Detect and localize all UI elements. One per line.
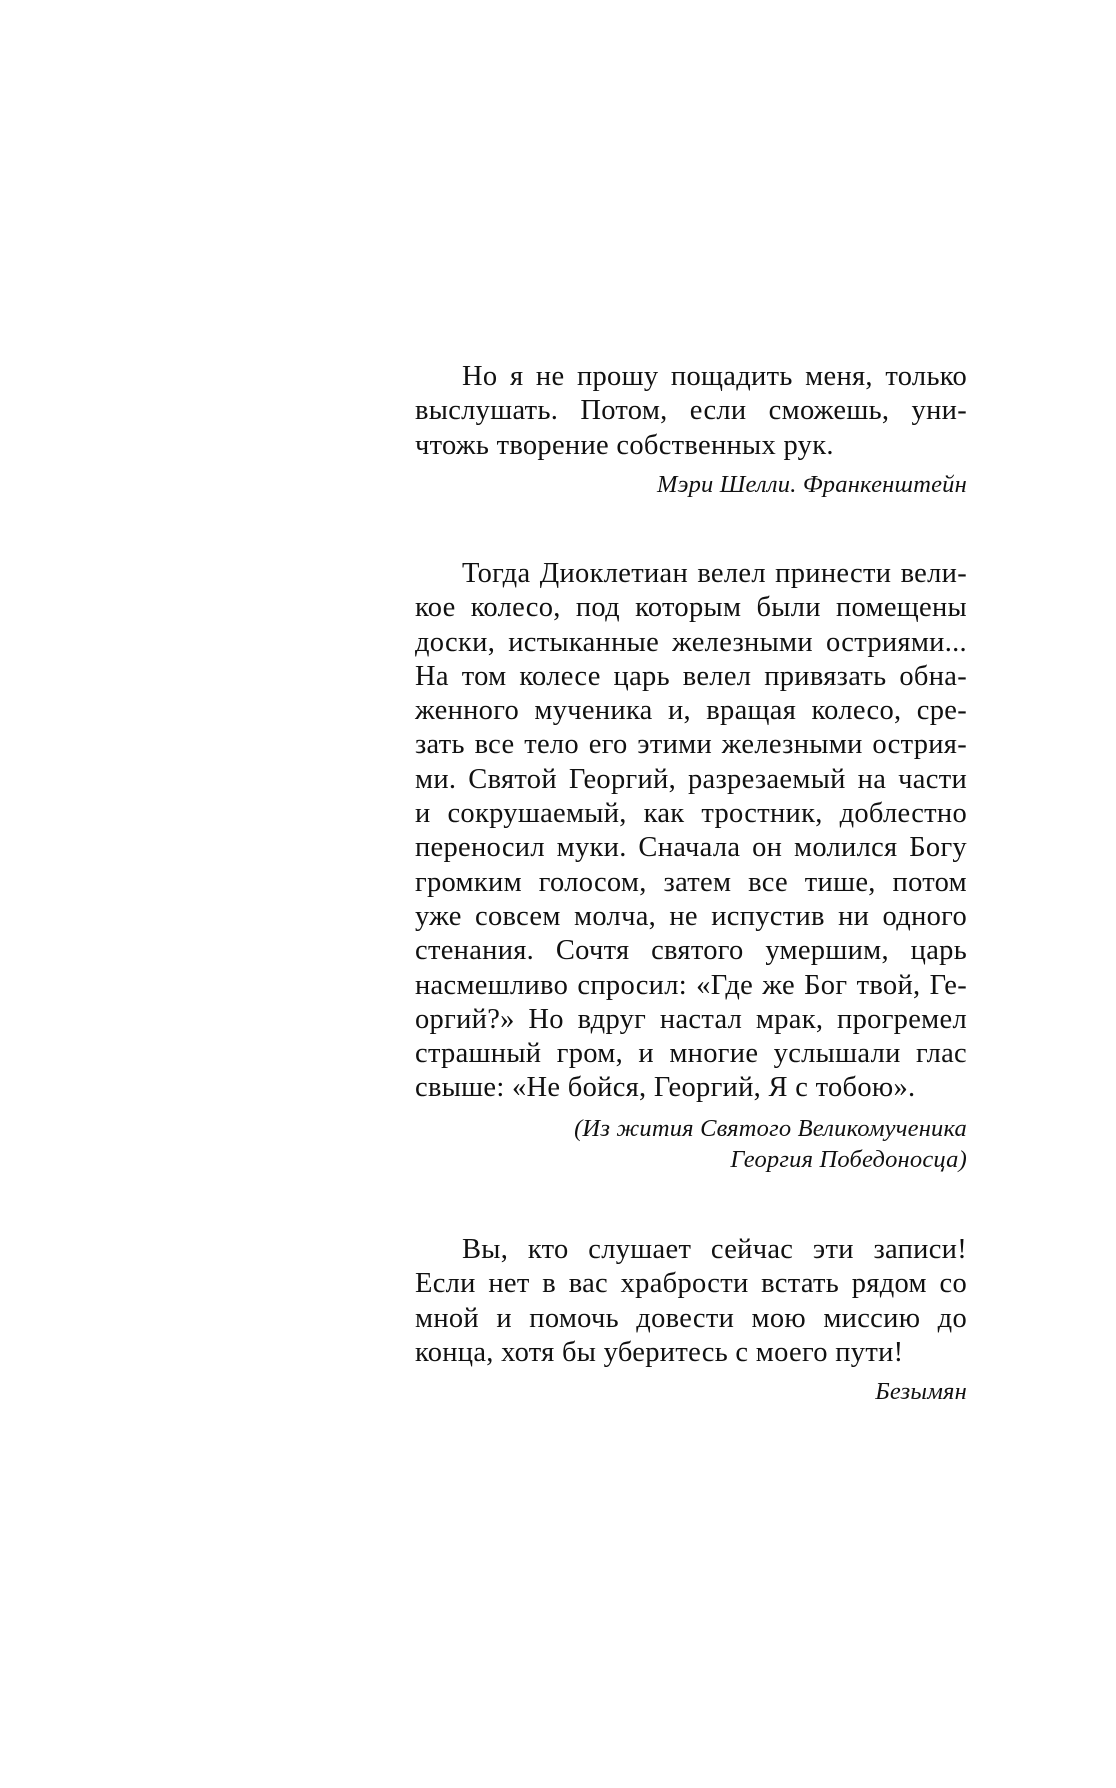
attribution-line: Мэри Шелли. Франкенштейн	[656, 470, 967, 498]
text-line: мной и помочь довести мою миссию до	[415, 1302, 967, 1334]
text-line: оргий?» Но вдруг настал мрак, прогремел	[415, 1003, 967, 1035]
text-line: ми. Святой Георгий, разрезаемый на части	[415, 763, 967, 795]
epigraph-text	[415, 360, 967, 463]
attribution-line: (Из жития Святого Великомученика	[574, 1114, 967, 1142]
epigraph-attribution	[415, 469, 967, 500]
epigraph-text	[415, 1233, 967, 1370]
text-line: Но я не прошу пощадить меня, только	[462, 361, 967, 392]
text-line: конца, хотя бы уберитесь с моего пути!	[415, 1336, 904, 1368]
text-line: Вы, кто слушает сейчас эти записи!	[462, 1234, 967, 1265]
text-line: насмешливо спросил: «Где же Бог твой, Ге-	[415, 969, 967, 1001]
text-line: чтожь творение собственных рук.	[415, 429, 834, 461]
text-line: свыше: «Не бойся, Георгий, Я с тобою».	[415, 1072, 916, 1104]
text-line: уже совсем молча, не испустив ни одного	[415, 900, 967, 932]
epigraph-frankenstein	[415, 360, 967, 500]
text-line: доски, истыканные железными остриями...	[415, 626, 967, 658]
text-line: женного мученика и, вращая колесо, сре-	[415, 695, 967, 727]
text-line: кое колесо, под которым были помещены	[415, 592, 967, 624]
attribution-line: Георгия Победоносца)	[730, 1145, 967, 1173]
epigraph-nameless	[415, 1233, 967, 1407]
text-line: стенания. Сочтя святого умершим, царь	[415, 935, 967, 967]
attribution-line: Безымян	[875, 1378, 967, 1406]
text-line: страшный гром, и многие услышали глас	[415, 1038, 967, 1070]
text-line: переносил муки. Сначала он молился Богу	[415, 832, 967, 864]
epigraph-attribution	[415, 1113, 967, 1175]
epigraph-attribution	[415, 1376, 967, 1407]
text-line: На том колесе царь велел привязать обна-	[415, 660, 967, 692]
text-line: зать все тело его этими железными острия-	[415, 729, 967, 761]
text-line: выслушать. Потом, если сможешь, уни-	[415, 395, 967, 427]
epigraph-saint-george	[415, 557, 967, 1175]
text-line: и сокрушаемый, как тростник, доблестно	[415, 798, 967, 830]
text-line: Если нет в вас храбрости встать рядом со	[415, 1268, 967, 1300]
text-line: Тогда Диоклетиан велел принести вели-	[462, 558, 967, 589]
text-line: громким голосом, затем все тише, потом	[415, 866, 967, 898]
epigraph-text	[415, 557, 967, 1106]
